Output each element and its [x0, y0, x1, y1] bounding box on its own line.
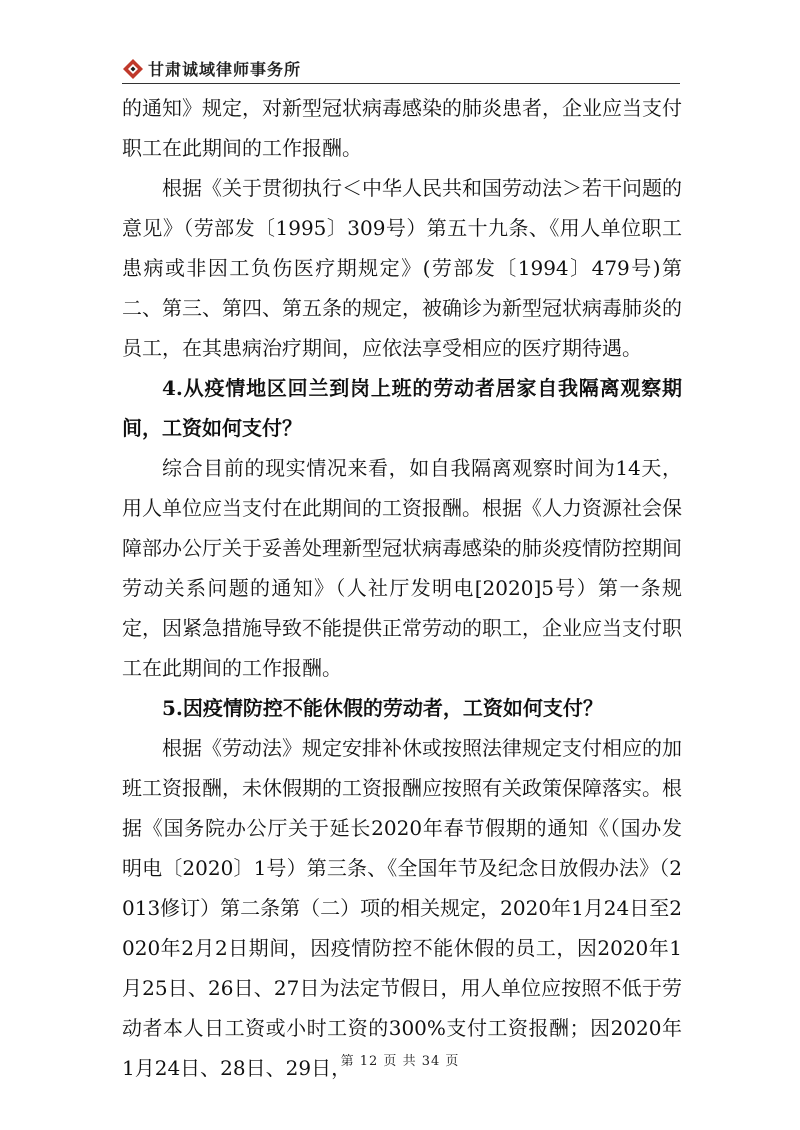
- firm-logo-icon: [122, 58, 144, 80]
- page-header: [122, 56, 680, 82]
- paragraph-self-isolation: 综合目前的现实情况来看，如自我隔离观察时间为14天，用人单位应当支付在此期间的工资报酬。根据《人力资源社会保障部办公厅关于妥善处理新型冠状病毒感染的肺炎疫情防控期间劳动关系问题的通知》（人社厅发明电[2020]5号）第一条规定，因紧急措施导致不能提供正常劳动的职工，企业应当支付职工在此期间的工作报酬。: [122, 456, 682, 680]
- paragraph-holiday-pay: 根据《劳动法》规定安排补休或按照法律规定支付相应的加班工资报酬，未休假期的工资报酬应按照有关政策保障落实。根据《国务院办公厅关于延长2020年春节假期的通知《（国办发明电〔2020〕1号）第三条、《全国年节及纪念日放假办法》（2013修订）第二条第（二）项的相关规定，2020年1月24日至2020年2月2日期间，因疫情防控不能休假的员工，因2020年1月25日、26日、27日为法定节假日，用人单位应按照不低于劳动者本人日工资或小时工资的300%支付工资报酬；因2020年1月24日、28日、29日，: [122, 736, 682, 1080]
- firm-name: 甘肃诚域律师事务所: [148, 60, 302, 79]
- header-divider: [122, 83, 680, 84]
- paragraph-continuation: 的通知》规定，对新型冠状病毒感染的肺炎患者，企业应当支付职工在此期间的工作报酬。: [122, 96, 682, 160]
- paragraph-medical-period: 根据《关于贯彻执行＜中华人民共和国劳动法＞若干问题的意见》（劳部发〔1995〕309号）第五十九条、《用人单位职工患病或非因工负伤医疗期规定》(劳部发〔1994〕479号)第二、第三、第四、第五条的规定，被确诊为新型冠状病毒肺炎的员工，在其患病治疗期间，应依法享受相应的医疗期待遇。: [122, 176, 682, 360]
- section-heading-4: 4.从疫情地区回兰到岗上班的劳动者居家自我隔离观察期间，工资如何支付？: [122, 376, 682, 440]
- document-body: [122, 88, 682, 1088]
- section-heading-5: 5.因疫情防控不能休假的劳动者，工资如何支付？: [162, 696, 603, 720]
- page-number: 第 12 页 共 34 页: [340, 1054, 460, 1069]
